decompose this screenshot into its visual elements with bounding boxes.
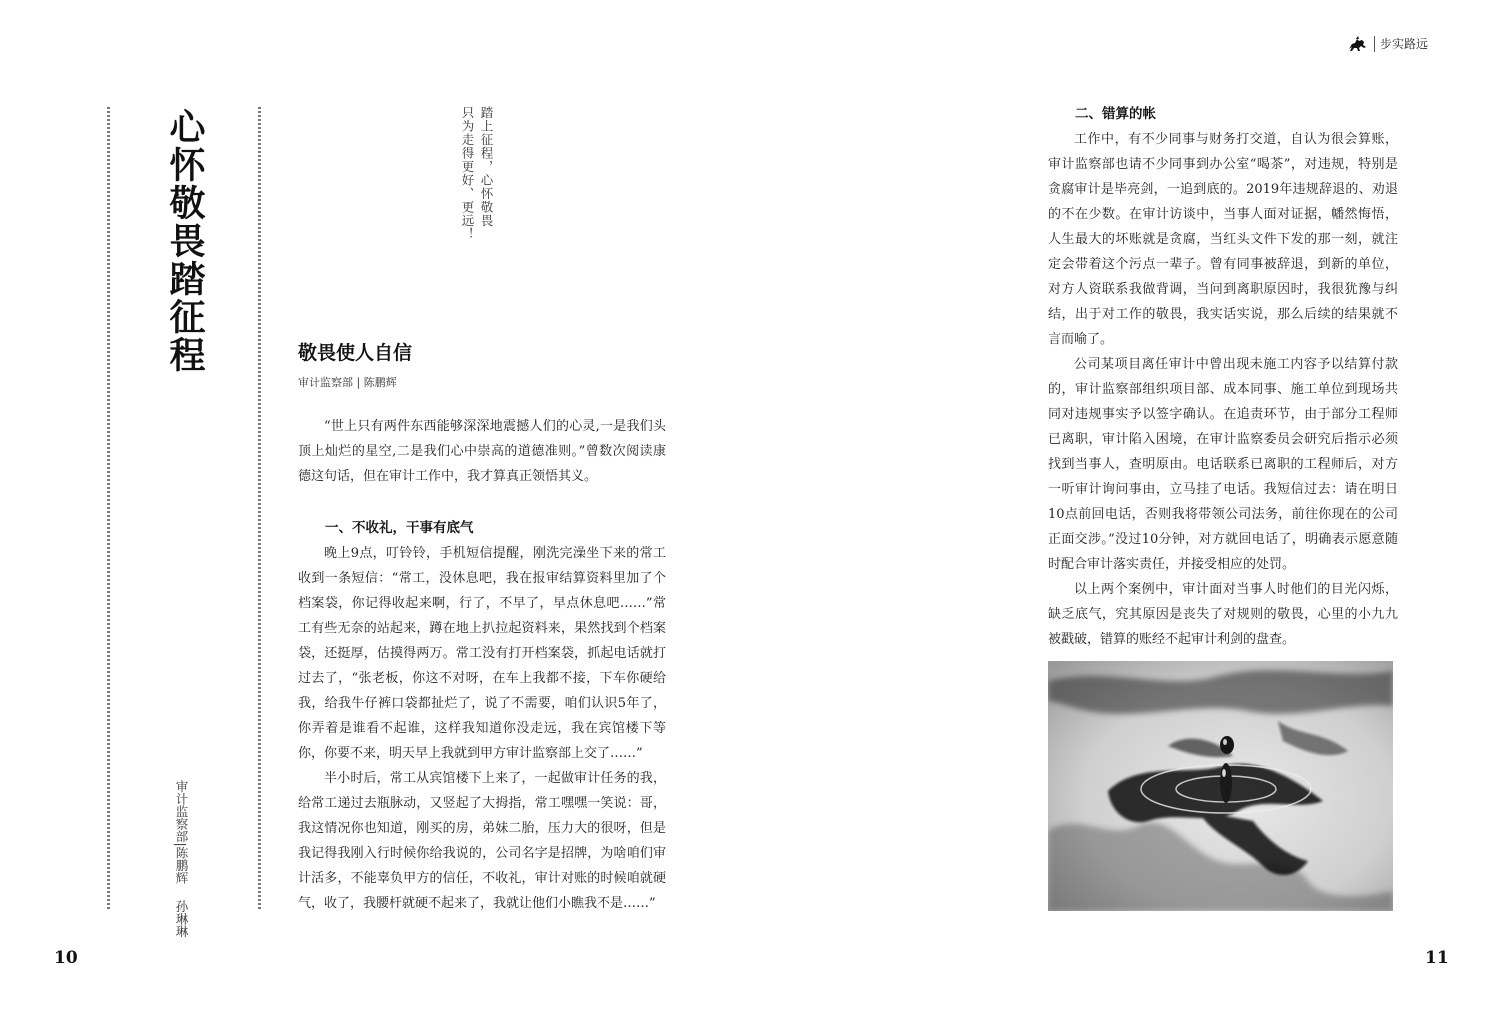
poem-line-1: 踏上征程，心怀敬畏 [479,106,494,228]
left-dotted-rule [107,107,110,911]
section-2-heading: 二、错算的帐 [1075,106,1156,122]
body-paragraph: 晚上9点，叮铃铃，手机短信提醒，刚洗完澡坐下来的常工收到一条短信：“常工，没休息吧，我在报审结算资料里加了个档案袋，你记得收起来啊，行了，不早了，早点休息吧……”常工有些无奈的站起来，蹲在地上扒拉起资料来，果然找到个档案袋，还挺厚，估摸得两万。常工没有打开档案袋，抓起电话就打过去了，“张老板，你这不对呀，在车上我都不接，下车你硬给我，给我牛仔裤口袋都扯烂了，说了不需要，咱们认识5年了，你弄着是谁看不起谁，这样我知道你没走远，我在宾馆楼下等你，你要不来，明天早上我就到甲方审计监察部上交了……” [298,546,666,761]
ink-drop-image [1048,661,1393,911]
author-dept: 审计监察部 [174,780,189,843]
author-name-2: 孙琳琳 [174,900,189,938]
epigraph-poem [458,106,496,256]
main-title: 心怀敬畏踏征程 [164,108,206,374]
left-body-column [298,414,666,916]
page-number-left: 10 [54,948,78,968]
author-separator: | [174,842,189,847]
body-paragraph: 公司某项目离任审计中曾出现未施工内容予以结算付款的，审计监察部组织项目部、成本同事、施工单位到现场共同对违规事实予以签字确认。在追责环节，由于部分工程师已离职，审计陷入困境，在审计监察委员会研究后指示必须找到当事人，查明原由。电话联系已离职的工程师后，对方一听审计询问事由，立马挂了电话。我短信过去：请在明日10点前回电话，否则我将带领公司法务，前往你现在的公司正面交涉。”没过10分钟，对方就回电话了，明确表示愿意随时配合审计落实责任，并接受相应的处罚。 [1048,357,1398,572]
body-paragraph: 工作中，有不少同事与财务打交道，自认为很会算账，审计监察部也请不少同事到办公室“喝茶”，对违规，特别是贪腐审计是毕亮剑，一追到底的。2019年违规辞退的、劝退的不在少数。在审计访谈中，当事人面对证据，幡然悔悟，人生最大的坏账就是贪腐，当红头文件下发的那一刻，就注定会带着这个污点一辈子。曾有同事被辞退，到新的单位，对方人资联系我做背调，当问到离职原因时，我很犹豫与纠结，出于对工作的敬畏，我实话实说，那么后续的结果就不言而喻了。 [1048,132,1398,347]
brand-separator [1374,36,1375,52]
intro-paragraph: “世上只有两件东西能够深深地震撼人们的心灵,一是我们头顶上灿烂的星空,二是我们心中崇高的道德准则。”曾数次阅读康德这句话，但在审计工作中，我才算真正领悟其义。 [298,419,666,484]
poem-line-2: 只为走得更好、更远！ [460,106,475,241]
horse-rider-icon [1347,36,1369,52]
brand-label: 步实路远 [1379,37,1428,51]
right-dotted-rule [258,107,261,911]
article-title: 敬畏使人自信 [298,342,413,364]
section-1-heading: 一、不收礼，干事有底气 [325,520,474,536]
article-byline: 审计监察部 | 陈鹏辉 [298,376,397,389]
right-body-column [1048,102,1398,652]
page-number-right: 11 [1425,948,1449,968]
body-paragraph: 半小时后，常工从宾馆楼下上来了，一起做审计任务的我，给常工递过去瓶脉动，又竖起了大拇指，常工嘿嘿一笑说：哥，我这情况你也知道，刚买的房，弟妹二胎，压力大的很呀，但是我记得我刚入行时候你给我说的，公司名字是招牌，为啥咱们审计活多，不能辜负甲方的信任，不收礼，审计对账的时候咱就硬气，收了，我腰杆就硬不起来了，我就让他们小瞧我不是……” [298,771,666,911]
brand-header [1347,35,1428,52]
body-paragraph: 以上两个案例中，审计面对当事人时他们的目光闪烁，缺乏底气，究其原因是丧失了对规则的敬畏，心里的小九九被戳破，错算的账经不起审计利剑的盘查。 [1048,582,1398,647]
ink-drop-photo [1048,661,1393,911]
vertical-author-credit [174,780,188,938]
author-name-1: 陈鹏辉 [174,846,189,885]
